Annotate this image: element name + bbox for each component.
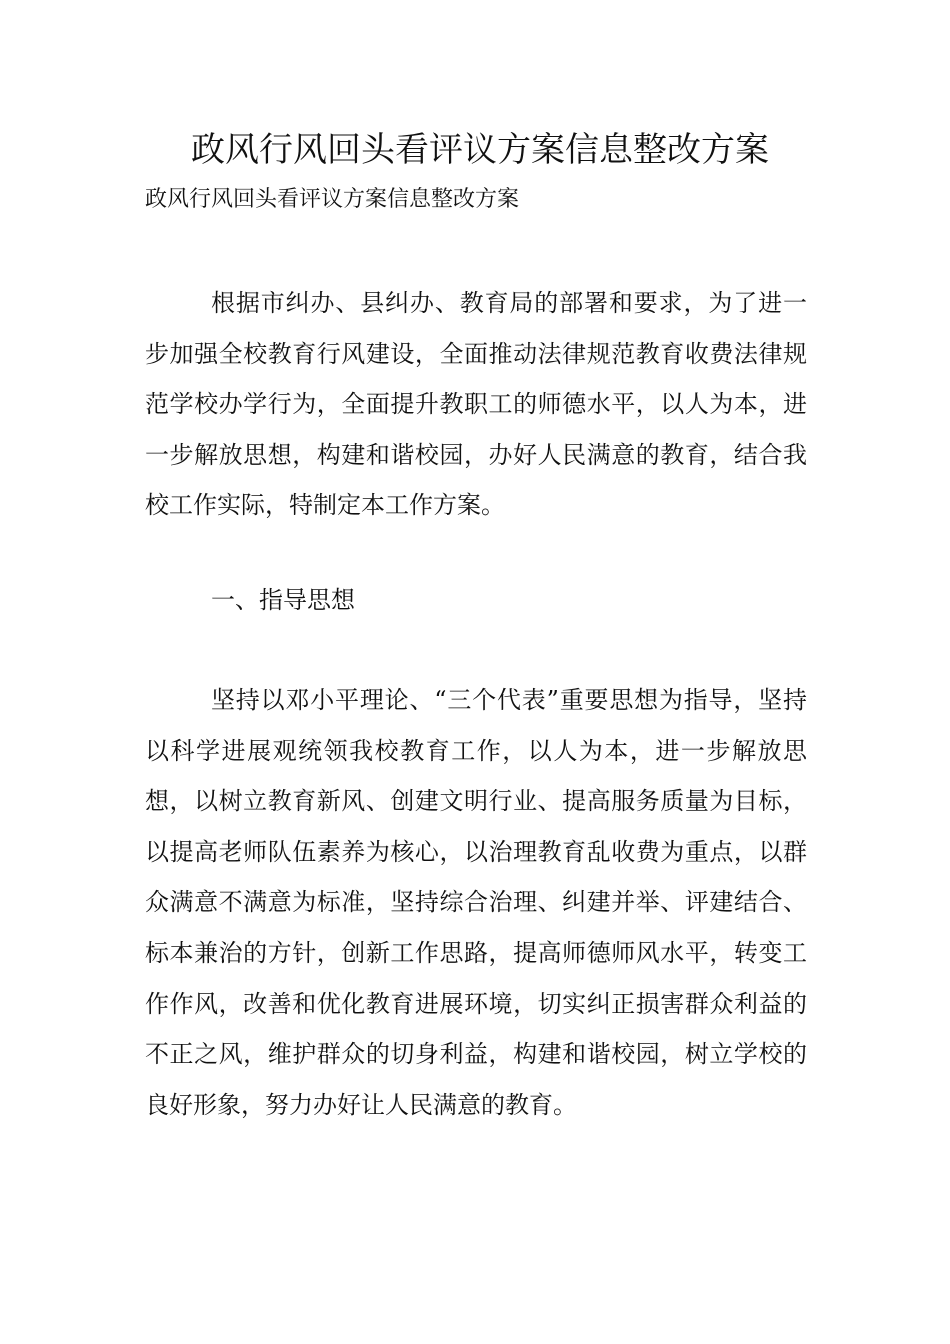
intro-paragraph: 根据市纠办、县纠办、教育局的部署和要求，为了进一步加强全校教育行风建设，全面推动法律规范教育收费法律规范学校办学行为，全面提升教职工的师德水平，以人为本，进一步解放思想，构建和谐校园，办好人民满意的教育，结合我校工作实际，特制定本工作方案。 [145,289,807,520]
guiding-ideology-paragraph: 坚持以邓小平理论、“三个代表”重要思想为指导，坚持以科学进展观统领我校教育工作，以人为本，进一步解放思想，以树立教育新风、创建文明行业、提高服务质量为目标，以提高老师队伍素养为核心，以治理教育乱收费为重点，以群众满意不满意为标准，坚持综合治理、纠建并举、评建结合、标本兼治的方针，创新工作思路，提高师德师风水平，转变工作作风，改善和优化教育进展环境，切实纠正损害群众利益的不正之风，维护群众的切身利益，构建和谐校园，树立学校的良好形象，努力办好让人民满意的教育。 [145,686,807,1119]
document-title: 政风行风回头看评议方案信息整改方案 [191,130,769,170]
section-heading-guiding-ideology: 一、指导思想 [211,586,355,614]
document-subtitle: 政风行风回头看评议方案信息整改方案 [145,187,520,212]
